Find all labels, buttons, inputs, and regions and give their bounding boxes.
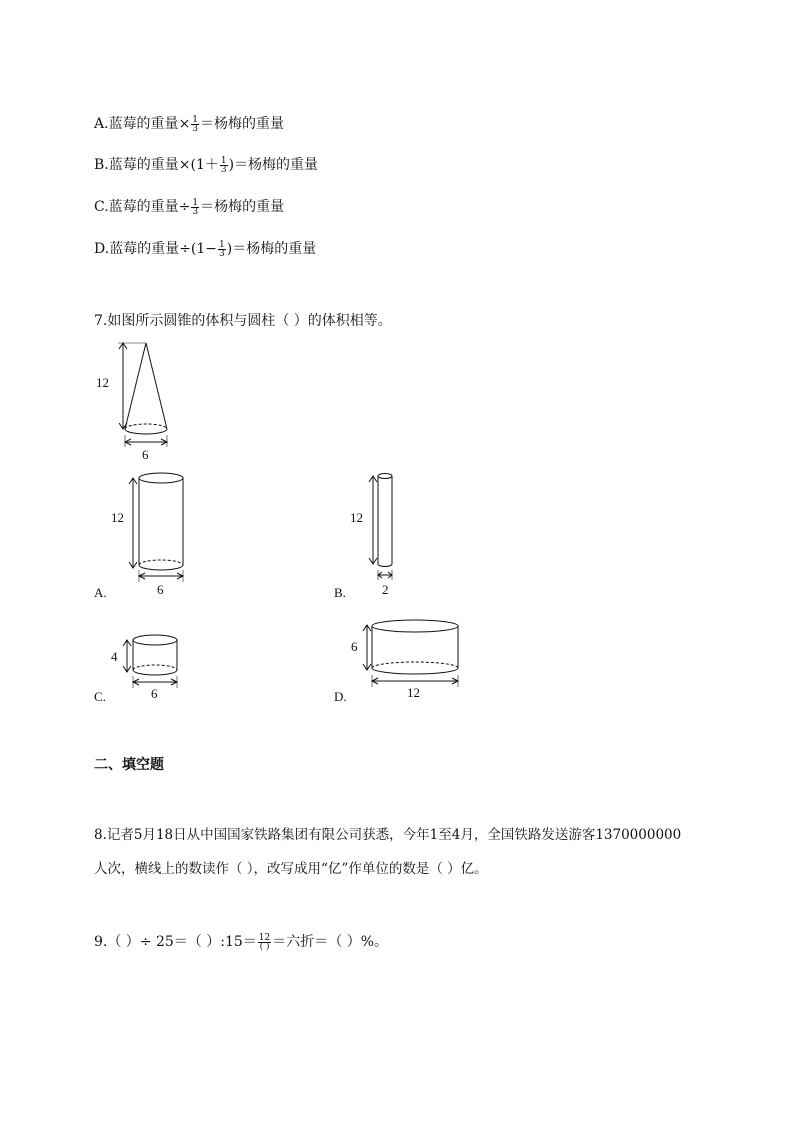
option-6b: B.蓝莓的重量×(1＋ $\frac{1}{3}$ )＝杨梅的重量 <box>94 155 319 175</box>
fraction: $\frac{1}{3}$ <box>192 114 199 134</box>
fraction: $\frac{12}{( )}$ <box>258 932 271 952</box>
svg-text:4: 4 <box>111 649 118 664</box>
cylinder-b-figure <box>340 468 420 598</box>
option-7b-label: B. <box>334 585 346 600</box>
cylinder-c-figure <box>105 628 195 703</box>
question-9: 9.（ ）÷ 25＝（ ）:15＝ $\frac{12}{( )}$ ＝六折＝（ ）%。 <box>94 932 389 952</box>
option-6a: A.蓝莓的重量× $\frac{1}{3}$ ＝杨梅的重量 <box>94 114 285 134</box>
cone-height-label: 12 <box>96 375 109 390</box>
section-heading: 二、填空题 <box>94 757 164 773</box>
cylinder-d-figure <box>345 615 475 700</box>
fraction: $\frac{1}{3}$ <box>219 239 225 259</box>
svg-text:12: 12 <box>350 510 363 525</box>
option-7c-label: C. <box>94 689 106 704</box>
question-8-line-2: 人次，横线上的数读作（ ），改写成用“亿”作单位的数是（ ）亿。 <box>94 861 488 877</box>
cylinder-a-figure <box>105 468 205 598</box>
svg-text:6: 6 <box>151 686 158 701</box>
question-7: 7.如图所示圆锥的体积与圆柱（ ）的体积相等。 <box>94 313 392 329</box>
fraction: $\frac{1}{3}$ <box>220 155 227 175</box>
fraction: $\frac{1}{3}$ <box>192 197 199 217</box>
option-6c: C.蓝莓的重量÷ $\frac{1}{3}$ ＝杨梅的重量 <box>94 197 285 217</box>
svg-text:12: 12 <box>111 510 124 525</box>
question-8-line-1: 8.记者5月18日从中国国家铁路集团有限公司获悉，今年1至4月，全国铁路发送游客1370000000 <box>94 827 682 843</box>
cone-diameter-label: 6 <box>142 447 149 462</box>
option-7a-label: A. <box>94 585 107 600</box>
svg-text:2: 2 <box>382 582 389 597</box>
option-6d: D.蓝莓的重量÷(1− $\frac{1}{3}$ )＝杨梅的重量 <box>94 239 317 259</box>
option-7d-label: D. <box>334 689 347 704</box>
svg-text:6: 6 <box>157 582 164 597</box>
svg-text:6: 6 <box>351 639 358 654</box>
cone-figure <box>90 335 190 465</box>
svg-text:12: 12 <box>407 685 420 700</box>
